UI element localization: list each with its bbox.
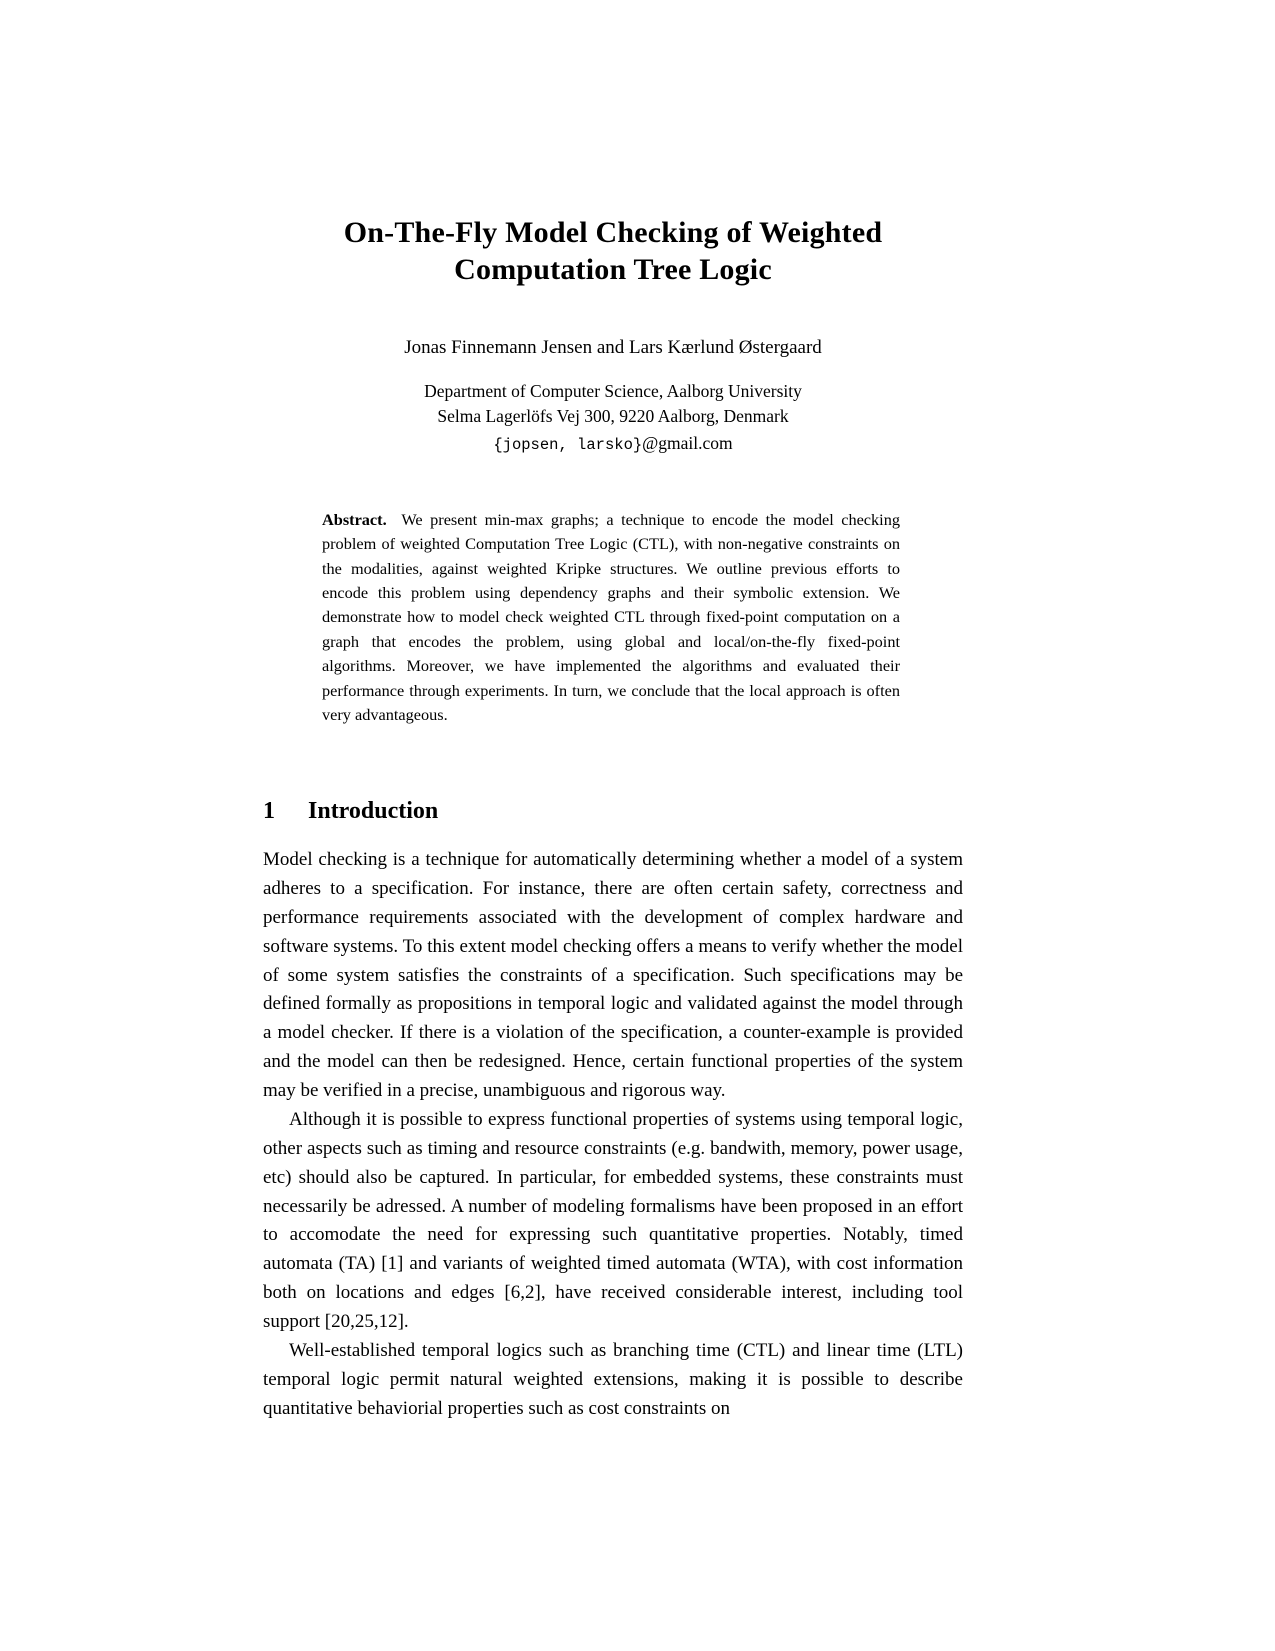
abstract-text: We present min-max graphs; a technique to encode the model checking problem of weighted Computation Tree Logic (CTL), with non-negative constraints on the modalities, against weighted Kripke structures. We outline previous efforts to encode this problem using dependency graphs and their symbolic extension. We demonstrate how to model check weighted CTL through fixed-point computation on a graph that encodes the problem, using global and local/on-the-fly fixed-point algorithms. Moreover, we have implemented the algorithms and evaluated their performance through experiments. In turn, we conclude that the local approach is often very advantageous. [322,510,900,724]
title-block [263,215,963,288]
affiliation-department: Department of Computer Science, Aalborg University [424,381,802,401]
email-domain-part: @gmail.com [642,432,733,453]
paragraph: Well-established temporal logics such as branching time (CTL) and linear time (LTL) temporal logic permit natural weighted extensions, making it is possible to describe quantitative behaviorial properties such as cost constraints on [263,1339,963,1419]
page-title: On-The-Fly Model Checking of Weighted Computation Tree Logic [343,216,883,286]
affiliation-address: Selma Lagerlöfs Vej 300, 9220 Aalborg, Denmark [437,406,789,427]
section-heading-introduction [263,797,963,826]
affiliation-block [263,379,963,456]
abstract-section [322,508,900,727]
email-local-part: {jopsen, larsko} [493,435,643,454]
contact-email [263,431,963,456]
paragraph: Although it is possible to express functional properties of systems using temporal logic, other aspects such as timing and resource constraints (e.g. bandwith, memory, power usage, etc) should also be captured. In particular, for embedded systems, these constraints must necessarily be adressed. A number of modeling formalisms have been proposed in an effort to accomodate the need for expressing such quantitative properties. Notably, timed automata (TA) [1] and variants of weighted timed automata (WTA), with cost information both on locations and edges [6,2], have received considerable interest, including tool support [20,25,12]. [263,1108,963,1332]
paragraph: Model checking is a technique for automatically determining whether a model of a system adheres to a specification. For instance, there are often certain safety, correctness and performance requirements associated with the development of complex hardware and software systems. To this extent model checking offers a means to verify whether the model of some system satisfies the constraints of a specification. Such specifications may be defined formally as propositions in temporal logic and validated against the model through a model checker. If there is a violation of the specification, a counter-example is provided and the model can then be redesigned. Hence, certain functional properties of the system may be verified in a precise, unambiguous and rigorous way. [263,849,963,1101]
section-body-introduction [263,846,963,1424]
section-title: Introduction [308,798,439,824]
abstract-label: Abstract. [322,510,387,529]
section-number: 1 [263,798,275,824]
author-list: Jonas Finnemann Jensen and Lars Kærlund Østergaard [404,337,822,358]
